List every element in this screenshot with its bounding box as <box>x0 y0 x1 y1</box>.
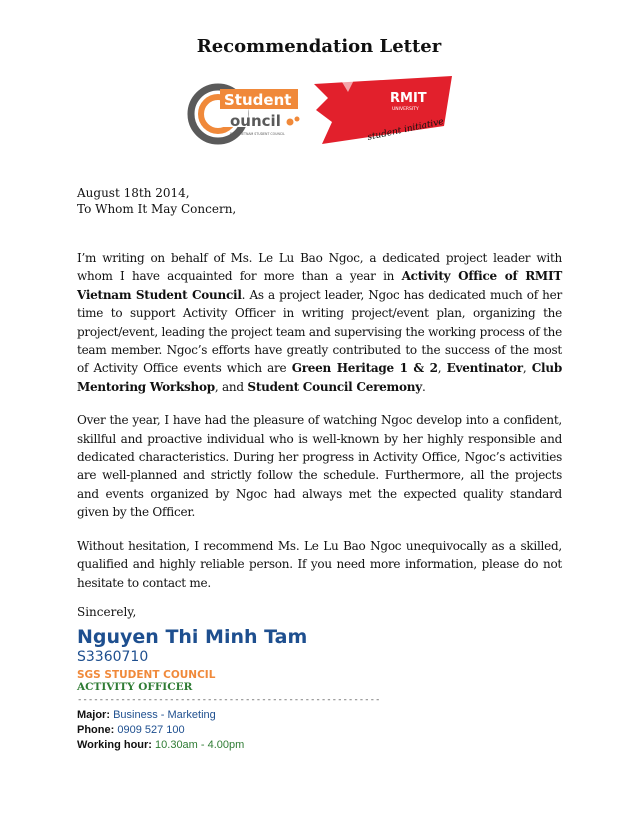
logo-caption-text: RMIT VIETNAM STUDENT COUNCIL <box>230 132 285 136</box>
p1-text-3: , <box>437 361 447 376</box>
role-title: ACTIVITY OFFICER <box>77 681 193 693</box>
student-id: S3360710 <box>77 649 149 665</box>
paragraph-2: Over the year, I have had the pleasure of watching Ngoc develop into a confident, skillful and proactive individual who is well-known by her highly responsible and dedicated characteristics. During her progress in Activity Office, Ngoc’s activities are well-planned and strictly follow the schedule. Furthermore, all the projects and events organized by Ngoc had always met the expected quality standard given by the Officer. <box>77 413 562 520</box>
major-label: Major: <box>77 709 110 721</box>
hours-line <box>77 738 562 753</box>
signer-name: Nguyen Thi Minh Tam <box>77 626 308 648</box>
major-value: Business - Marketing <box>113 709 216 721</box>
logo-row <box>190 74 470 154</box>
paragraph-1 <box>77 249 562 396</box>
letter-salutation: To Whom It May Concern, <box>77 202 237 216</box>
p1-text-5: , and <box>214 379 248 394</box>
p1-text-4: , <box>522 361 532 376</box>
p1-bold-council-ceremony: Student Council Ceremony <box>247 379 422 394</box>
hours-label: Working hour: <box>77 739 152 751</box>
letter-body <box>77 185 562 592</box>
p1-bold-eventinator: Eventinator <box>446 361 523 376</box>
p1-text-1: I’m writing on behalf of Ms. Le Lu Bao Ngoc, a dedicated project leader with whom I have acquainted for more than a year in <box>77 251 562 284</box>
rmit-sub-text: UNIVERSITY <box>392 107 419 112</box>
p1-bold-activity-office: Activity Office of RMIT Vietnam Student Council <box>77 269 562 302</box>
phone-line <box>77 723 562 738</box>
phone-label: Phone: <box>77 724 115 736</box>
divider-line: -------------------------------------------------------- <box>77 695 381 705</box>
letter-title: Recommendation Letter <box>196 36 442 57</box>
organization: SGS STUDENT COUNCIL <box>77 669 216 681</box>
logo-student-text: Student <box>224 91 292 109</box>
paragraph-3: Without hesitation, I recommend Ms. Le Lu Bao Ngoc unequivocally as a skilled, qualified and highly reliable person. If you need more information, please do not hesitate to contact me. <box>77 538 562 590</box>
student-council-logo <box>190 79 305 149</box>
letter-date: August 18th 2014, <box>77 186 190 200</box>
rmit-name-text: RMIT <box>390 91 427 106</box>
rmit-tagline-text: student initiative <box>366 116 445 143</box>
p1-bold-club-mentoring: Club Mentoring Workshop <box>77 361 562 394</box>
logo-council-text: ouncil <box>230 112 281 130</box>
p1-text-2: . As a project leader, Ngoc has dedicated much of her time to support Activity Officer in writing project/event plan, organizing the project/event, leading the project team and supervising the working process of the team member. Ngoc’s efforts have greatly contributed to the success of the most of Activity Office events which are <box>77 287 562 376</box>
p1-bold-green-heritage: Green Heritage 1 & 2 <box>291 361 438 376</box>
signature-block <box>77 605 562 753</box>
rmit-logo <box>312 74 462 154</box>
phone-value: 0909 527 100 <box>117 724 185 736</box>
hours-value: 10.30am - 4.00pm <box>155 739 245 751</box>
p1-text-6: . <box>421 379 426 394</box>
closing: Sincerely, <box>77 605 137 619</box>
major-line <box>77 708 562 723</box>
